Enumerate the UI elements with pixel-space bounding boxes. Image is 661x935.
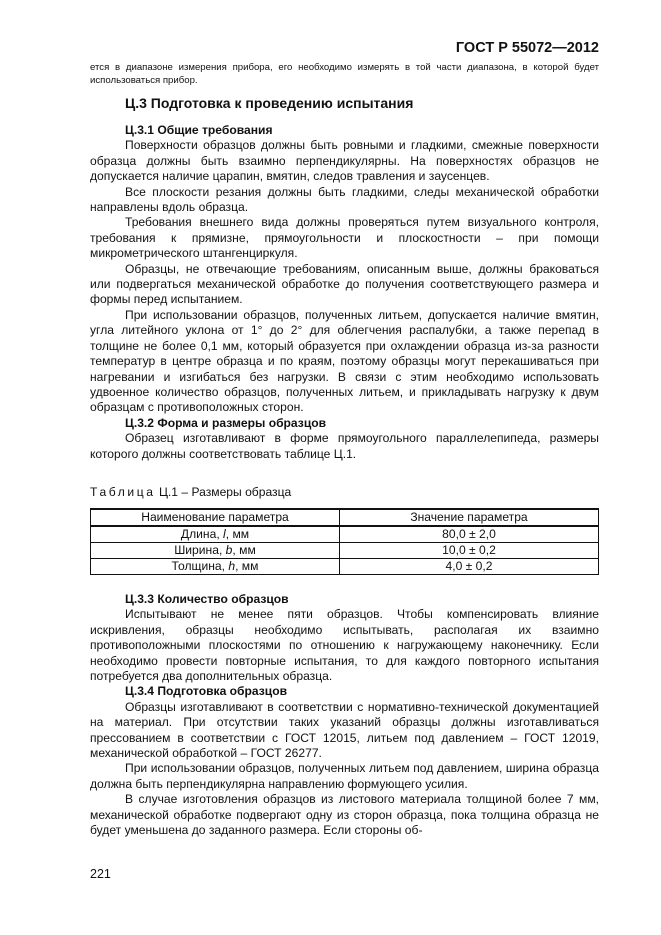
paragraph: Поверхности образцов должны быть ровными и гладкими, смежные поверхности образца должны быть взаимно перпендикулярны. На поверхностях образцов не допускается наличие царапин, вмятин, следов травления и заусенцев.: [90, 138, 599, 184]
parameter-cell: Толщина, h, мм: [91, 559, 340, 575]
paragraph: При использовании образцов, полученных литьем, допускается наличие вмятин, угла литейного уклона от 1° до 2° для облегчения распалубки, а также перепад в толщине не более 0,1 мм, который образуется при охлаждении образца из-за разности температур в центре образца и по краям, поэтому образцы могут перекашиваться при нагревании и изгибаться без нагрузки. В связи с этим необходимо использовать удвоенное количество образцов, полученных литьем, и прикладывать нагрузку к двум образцам с противоположных сторон.: [90, 307, 599, 415]
parameter-cell: Ширина, b, мм: [91, 543, 340, 559]
value-cell: 80,0 ± 2,0: [340, 526, 599, 543]
subsection-title-c34: Ц.3.4 Подготовка образцов: [125, 684, 288, 699]
table-row: [91, 526, 599, 543]
subsection-title-c31: Ц.3.1 Общие требования: [125, 123, 273, 137]
page-number: 221: [90, 867, 111, 881]
value-cell: 10,0 ± 0,2: [340, 543, 599, 559]
symbol: l: [223, 527, 226, 541]
subsection-title-c33: Ц.3.3 Количество образцов: [125, 592, 289, 606]
symbol: b: [225, 543, 233, 557]
paragraph: Образец изготавливают в форме прямоугольного параллелепипеда, размеры которого должны соответствовать таблице Ц.1.: [90, 431, 599, 461]
standard-number: ГОСТ Р 55072—2012: [455, 40, 599, 56]
paragraph: Испытывают не менее пяти образцов. Чтобы компенсировать влияние искривления, образцы необходимо испытывать, располагая их взаимно противоположными плоскостями по отношению к нагружающему наконечнику. Если необходимо провести повторные испытания, то для каждого повторного испытания потребуется два дополнительных образца.: [90, 607, 599, 684]
subsection-title-c32: Ц.3.2 Форма и размеры образцов: [125, 415, 327, 430]
paragraph: Все плоскости резания должны быть гладкими, следы механической обработки направлены вдоль образца.: [90, 184, 599, 215]
parameter-cell: Длина, l, мм: [91, 526, 340, 543]
symbol: h: [228, 559, 236, 573]
table-caption: [90, 485, 291, 499]
column-header-parameter: Наименование параметра: [91, 509, 340, 526]
section-c31-c32: [90, 123, 599, 462]
table-row: [91, 543, 599, 559]
table-header-row: [91, 509, 599, 526]
intro-text: ется в диапазоне измерения прибора, его необходимо измерять в той части диапазона, в которой будет использоваться прибор.: [90, 62, 599, 86]
table-caption-title: Ц.1 – Размеры образца: [155, 485, 292, 499]
dimensions-table: [90, 508, 599, 575]
table-row: [91, 559, 599, 575]
paragraph: Образцы изготавливают в соответствии с нормативно-технической документацией на материал. При отсутствии таких указаний образцы должны изготавливаться прессованием в соответствии с ГОСТ 12015, литьем под давлением – ГОСТ 12019, механической обработкой – ГОСТ 26277.: [90, 699, 599, 761]
paragraph: При использовании образцов, полученных литьем под давлением, ширина образца должна быть перпендикулярна направлению формующего усилия.: [90, 761, 599, 791]
paragraph: Требования внешнего вида должны проверяться путем визуального контроля, требования к прямизне, прямоугольности и плоскостности – при помощи микрометрического штангенциркуля.: [90, 215, 599, 261]
paragraph: В случае изготовления образцов из листового материала толщиной более 7 мм, механической обработке подвергают одну из сторон образца, пока толщина образца не будет уменьшена до заданного размера. Если стороны об-: [90, 792, 599, 838]
value-cell: 4,0 ± 0,2: [340, 559, 599, 575]
table-caption-prefix: Таблица: [90, 485, 156, 499]
section-title: Ц.3 Подготовка к проведению испытания: [125, 95, 414, 111]
section-c33-c34: [90, 592, 599, 839]
paragraph: Образцы, не отвечающие требованиям, описанным выше, должны браковаться или подвергаться механической обработке до получения соответствующего размера и формы перед испытанием.: [90, 261, 599, 307]
column-header-value: Значение параметра: [340, 509, 599, 526]
